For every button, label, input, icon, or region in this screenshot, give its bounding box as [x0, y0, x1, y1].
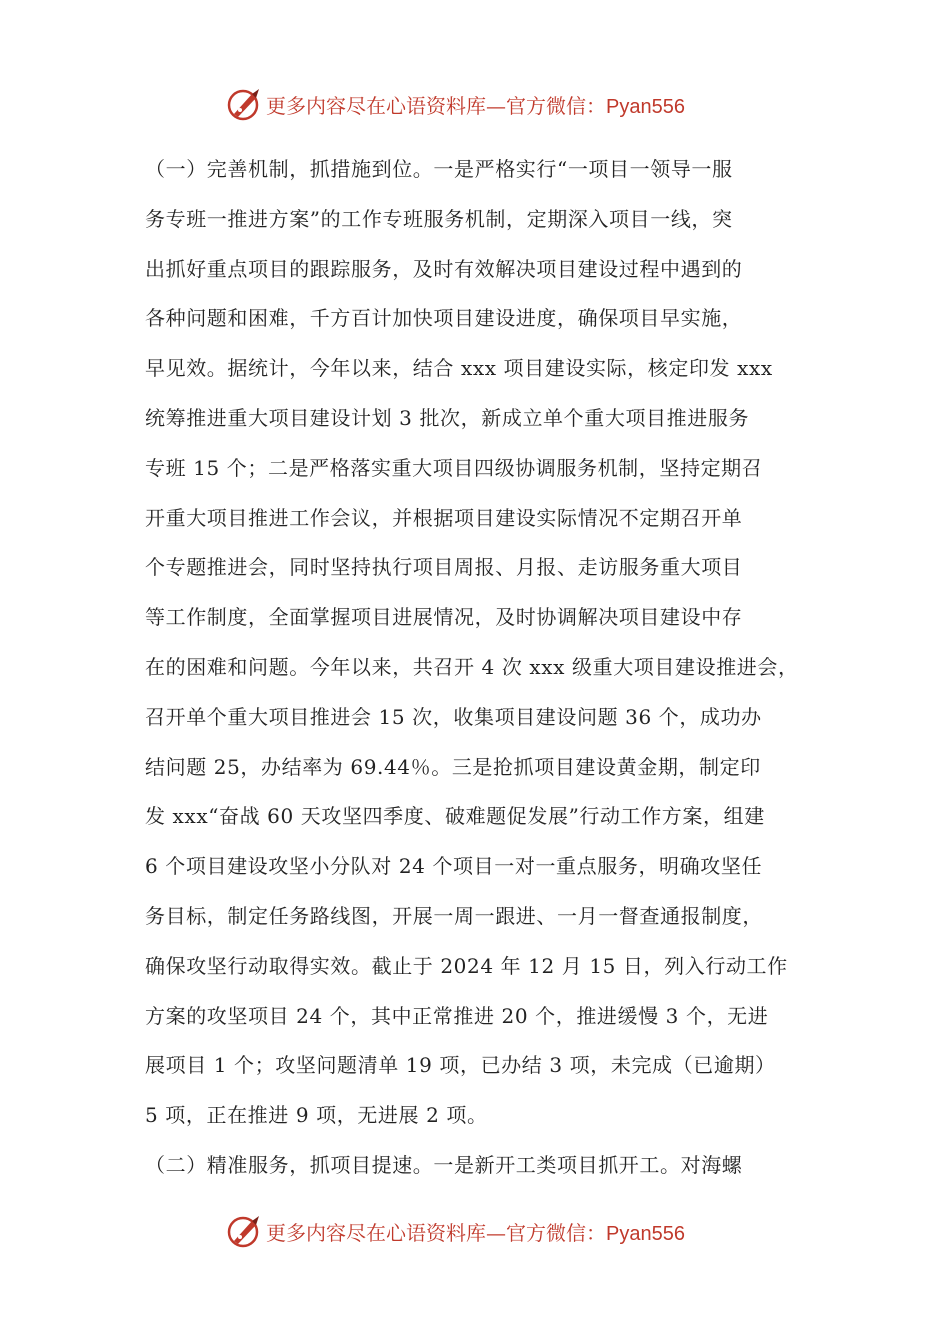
text-line: 出抓好重点项目的跟踪服务，及时有效解决项目建设过程中遇到的: [145, 256, 743, 281]
banner-wechat-id: Pyan556: [606, 95, 685, 118]
pen-logo-icon: [226, 1213, 262, 1249]
banner-label: 更多内容尽在心语资料库—官方微信：: [266, 93, 606, 118]
text-line: 6 个项目建设攻坚小分队对 24 个项目一对一重点服务，明确攻坚任: [145, 854, 763, 879]
text-line: 召开单个重大项目推进会 15 次，收集项目建设问题 36 个，成功办: [145, 704, 762, 729]
banner-wechat-id: Pyan556: [606, 1222, 685, 1245]
text-line: 等工作制度，全面掌握项目进展情况，及时协调解决项目建设中存: [145, 605, 743, 630]
text-line: 在的困难和问题。今年以来，共召开 4 次 xxx 级重大项目建设推进会，: [145, 654, 799, 679]
text-line: 务专班一推进方案”的工作专班服务机制，定期深入项目一线，突: [145, 206, 733, 231]
text-line: 方案的攻坚项目 24 个，其中正常推进 20 个，推进缓慢 3 个，无进: [145, 1003, 769, 1028]
text-line: 确保攻坚行动取得实效。截止于 2024 年 12 月 15 日，列入行动工作: [145, 953, 788, 978]
text-line: 结问题 25，办结率为 69.44％。三是抢抓项目建设黄金期，制定印: [145, 754, 761, 779]
text-line: 早见效。据统计，今年以来，结合 xxx 项目建设实际，核定印发 xxx: [145, 356, 773, 381]
pen-logo-icon: [226, 86, 262, 122]
text-line: （一）完善机制，抓措施到位。一是严格实行“一项目一领导一服: [145, 157, 733, 181]
text-line: 5 项，正在推进 9 项，无进展 2 项。: [145, 1103, 488, 1128]
text-line: 务目标，制定任务路线图，开展一周一跟进、一月一督查通报制度，: [145, 903, 763, 928]
banner-text: [266, 1217, 685, 1246]
header-banner: [226, 84, 746, 124]
text-line: 发 xxx“奋战 60 天攻坚四季度、破难题促发展”行动工作方案，组建: [145, 804, 765, 829]
text-line: 开重大项目推进工作会议，并根据项目建设实际情况不定期召开单: [145, 505, 743, 530]
banner-text: [266, 90, 685, 119]
banner-label: 更多内容尽在心语资料库—官方微信：: [266, 1220, 606, 1245]
footer-banner: [226, 1211, 746, 1251]
body-text: [145, 145, 825, 1191]
text-line: 个专题推进会，同时坚持执行项目周报、月报、走访服务重大项目: [145, 555, 743, 580]
text-line: 各种问题和困难，千方百计加快项目建设进度，确保项目早实施，: [145, 306, 743, 331]
text-line: 专班 15 个；二是严格落实重大项目四级协调服务机制，坚持定期召: [145, 455, 763, 480]
text-line: （二）精准服务，抓项目提速。一是新开工类项目抓开工。对海螺: [145, 1152, 743, 1177]
text-line: 展项目 1 个；攻坚问题清单 19 项，已办结 3 项，未完成（已逾期）: [145, 1053, 776, 1078]
text-line: 统筹推进重大项目建设计划 3 批次，新成立单个重大项目推进服务: [145, 405, 750, 430]
